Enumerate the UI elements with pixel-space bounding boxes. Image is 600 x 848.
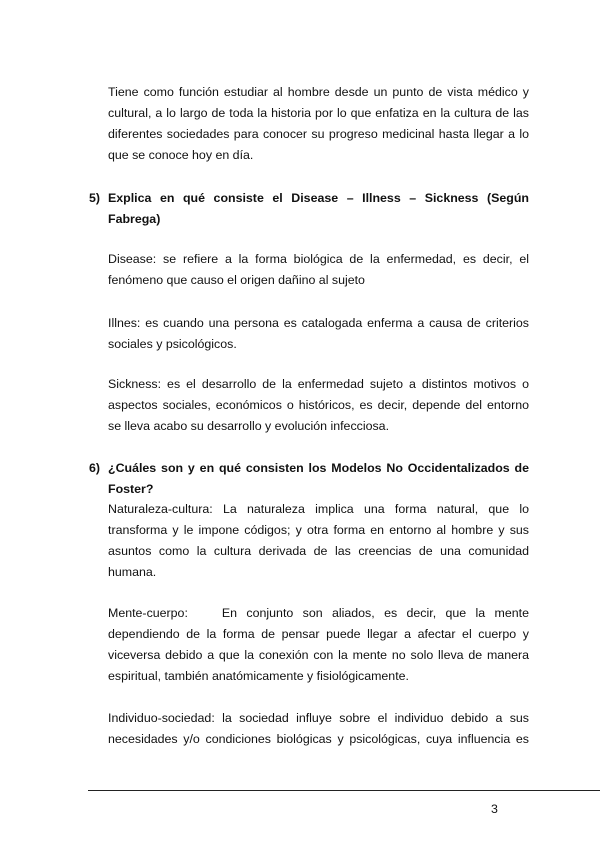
mente-cuerpo-text: En conjunto son aliados, es decir, que la mente dependiendo de la forma de pensar puede llegar a afectar el cuerpo y viceversa debido a que la conexión con la mente no solo lleva de manera espiritual, también anatómicamente y fisiológicamente. <box>108 606 529 683</box>
naturaleza-cultura-paragraph: Naturaleza-cultura: La naturaleza implica una forma natural, que lo transforma y le impone códigos; y otra forma en entorno al hombre y sus asuntos como la cultura derivada de las creencias de una comunidad humana. <box>108 502 529 579</box>
question-5-number: 5) <box>89 191 101 205</box>
mente-cuerpo-paragraph <box>108 603 529 687</box>
question-6-number: 6) <box>89 461 101 475</box>
intro-paragraph: Tiene como función estudiar al hombre desde un punto de vista médico y cultural, a lo largo de toda la historia por lo que enfatiza en la cultura de las diferentes sociedades para conocer su progreso medicinal hasta llegar a lo que se conoce hoy en día. <box>108 85 529 162</box>
mente-cuerpo-label: Mente-cuerpo: <box>108 606 188 620</box>
sickness-paragraph: Sickness: es el desarrollo de la enfermedad sujeto a distintos motivos o aspectos sociales, económicos o históricos, es decir, depende del entorno se lleva acabo su desarrollo y evolución infecciosa. <box>108 377 529 433</box>
question-6-heading: ¿Cuáles son y en qué consisten los Modelos No Occidentalizados de Foster? <box>108 461 529 496</box>
question-5-heading: Explica en qué consiste el Disease – Illness – Sickness (Según Fabrega) <box>108 191 529 226</box>
illness-paragraph: Illnes: es cuando una persona es catalogada enferma a causa de criterios sociales y psicológicos. <box>108 316 529 351</box>
disease-paragraph: Disease: se refiere a la forma biológica de la enfermedad, es decir, el fenómeno que causo el origen dañino al sujeto <box>108 252 529 287</box>
footer-divider <box>88 790 600 791</box>
page-number: 3 <box>491 802 498 816</box>
individuo-sociedad-paragraph: Individuo-sociedad: la sociedad influye sobre el individuo debido a sus necesidades y/o condiciones biológicas y psicológicas, cuya influencia es <box>108 711 529 746</box>
